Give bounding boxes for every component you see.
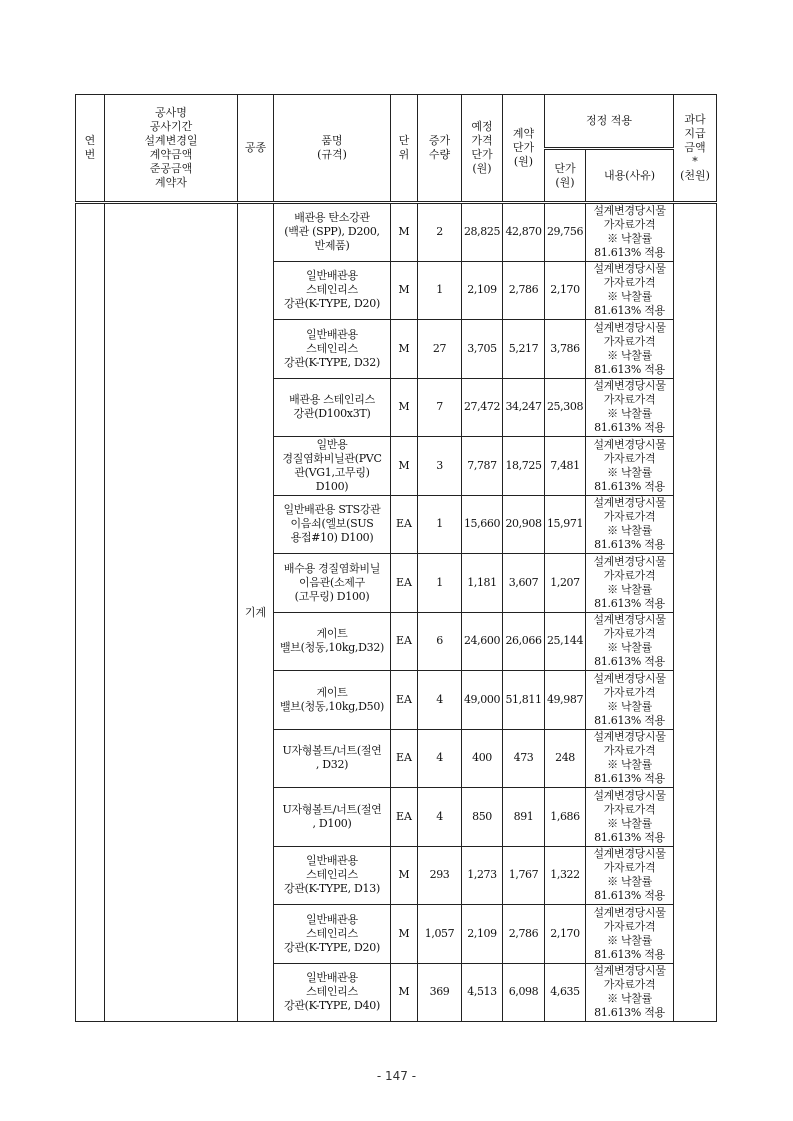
cell-qty: 1 bbox=[418, 495, 462, 554]
cell-est: 27,472 bbox=[462, 378, 503, 437]
cell-item: 일반배관용 스테인리스 강관(K-TYPE, D20) bbox=[274, 261, 391, 320]
cell-project bbox=[105, 203, 238, 1022]
header-contract-price: 계약 단가 (원) bbox=[503, 95, 545, 203]
cell-unit: EA bbox=[391, 495, 418, 554]
cell-est: 15,660 bbox=[462, 495, 503, 554]
cell-est: 850 bbox=[462, 788, 503, 847]
cell-adj: 2,170 bbox=[545, 905, 586, 964]
cell-reason: 설계변경당시물 가자료가격 ※ 낙찰률 81.613% 적용 bbox=[586, 495, 674, 554]
cell-est: 49,000 bbox=[462, 671, 503, 730]
cell-item: 일반용 경질염화비닐관(PVC 관(VG1,고무링) D100) bbox=[274, 437, 391, 496]
cell-qty: 3 bbox=[418, 437, 462, 496]
cell-unit: M bbox=[391, 963, 418, 1022]
cell-reason: 설계변경당시물 가자료가격 ※ 낙찰률 81.613% 적용 bbox=[586, 905, 674, 964]
cell-unit: EA bbox=[391, 729, 418, 788]
cell-est: 4,513 bbox=[462, 963, 503, 1022]
header-adjustment: 정정 적용 bbox=[545, 95, 674, 149]
cell-item: 배수용 경질염화비닐 이음관(소제구 (고무링) D100) bbox=[274, 554, 391, 613]
cell-qty: 4 bbox=[418, 671, 462, 730]
cell-item: U자형볼트/너트(절연 , D100) bbox=[274, 788, 391, 847]
cell-adj: 29,756 bbox=[545, 203, 586, 262]
cell-reason: 설계변경당시물 가자료가격 ※ 낙찰률 81.613% 적용 bbox=[586, 729, 674, 788]
cell-reason: 설계변경당시물 가자료가격 ※ 낙찰률 81.613% 적용 bbox=[586, 437, 674, 496]
cell-est: 2,109 bbox=[462, 261, 503, 320]
cell-est: 24,600 bbox=[462, 612, 503, 671]
cell-adj: 3,786 bbox=[545, 320, 586, 379]
cell-unit: M bbox=[391, 905, 418, 964]
cell-adj: 49,987 bbox=[545, 671, 586, 730]
cell-excess bbox=[674, 203, 717, 1022]
cell-contract: 26,066 bbox=[503, 612, 545, 671]
price-correction-table bbox=[75, 94, 717, 1022]
cell-qty: 1 bbox=[418, 261, 462, 320]
cell-contract: 2,786 bbox=[503, 261, 545, 320]
header-adjusted-price: 단가 (원) bbox=[545, 149, 586, 203]
cell-reason: 설계변경당시물 가자료가격 ※ 낙찰률 81.613% 적용 bbox=[586, 261, 674, 320]
cell-no bbox=[76, 203, 105, 1022]
cell-est: 28,825 bbox=[462, 203, 503, 262]
header-item: 품명 (규격) bbox=[274, 95, 391, 203]
table-body bbox=[76, 203, 717, 1022]
cell-adj: 25,308 bbox=[545, 378, 586, 437]
header-no: 연 번 bbox=[76, 95, 105, 203]
cell-item: 일반배관용 스테인리스 강관(K-TYPE, D32) bbox=[274, 320, 391, 379]
header-qty: 증가 수량 bbox=[418, 95, 462, 203]
cell-adj: 15,971 bbox=[545, 495, 586, 554]
cell-reason: 설계변경당시물 가자료가격 ※ 낙찰률 81.613% 적용 bbox=[586, 788, 674, 847]
cell-qty: 4 bbox=[418, 788, 462, 847]
header-trade: 공종 bbox=[238, 95, 274, 203]
cell-qty: 2 bbox=[418, 203, 462, 262]
cell-reason: 설계변경당시물 가자료가격 ※ 낙찰률 81.613% 적용 bbox=[586, 612, 674, 671]
cell-contract: 2,786 bbox=[503, 905, 545, 964]
header-adjusted-reason: 내용(사유) bbox=[586, 149, 674, 203]
cell-unit: M bbox=[391, 261, 418, 320]
cell-item: 일반배관용 스테인리스 강관(K-TYPE, D13) bbox=[274, 846, 391, 905]
cell-adj: 4,635 bbox=[545, 963, 586, 1022]
cell-est: 2,109 bbox=[462, 905, 503, 964]
cell-est: 1,181 bbox=[462, 554, 503, 613]
cell-qty: 27 bbox=[418, 320, 462, 379]
cell-item: 일반배관용 스테인리스 강관(K-TYPE, D40) bbox=[274, 963, 391, 1022]
cell-unit: EA bbox=[391, 554, 418, 613]
cell-unit: M bbox=[391, 320, 418, 379]
cell-unit: M bbox=[391, 378, 418, 437]
cell-item: 배관용 탄소강관 (백관 (SPP), D200, 반제품) bbox=[274, 203, 391, 262]
cell-adj: 1,322 bbox=[545, 846, 586, 905]
cell-item: 게이트 밸브(청동,10kg,D50) bbox=[274, 671, 391, 730]
cell-contract: 18,725 bbox=[503, 437, 545, 496]
cell-adj: 1,207 bbox=[545, 554, 586, 613]
cell-qty: 293 bbox=[418, 846, 462, 905]
cell-contract: 1,767 bbox=[503, 846, 545, 905]
cell-qty: 1,057 bbox=[418, 905, 462, 964]
cell-qty: 369 bbox=[418, 963, 462, 1022]
header-estimated-price: 예정 가격 단가 (원) bbox=[462, 95, 503, 203]
cell-adj: 2,170 bbox=[545, 261, 586, 320]
cell-item: 게이트 밸브(청동,10kg,D32) bbox=[274, 612, 391, 671]
cell-contract: 891 bbox=[503, 788, 545, 847]
cell-adj: 25,144 bbox=[545, 612, 586, 671]
cell-est: 7,787 bbox=[462, 437, 503, 496]
cell-unit: M bbox=[391, 437, 418, 496]
cell-reason: 설계변경당시물 가자료가격 ※ 낙찰률 81.613% 적용 bbox=[586, 378, 674, 437]
cell-contract: 3,607 bbox=[503, 554, 545, 613]
cell-qty: 4 bbox=[418, 729, 462, 788]
cell-contract: 42,870 bbox=[503, 203, 545, 262]
cell-trade: 기계 bbox=[238, 203, 274, 1022]
cell-item: 배관용 스테인리스 강관(D100x3T) bbox=[274, 378, 391, 437]
header-project: 공사명 공사기간 설계변경일 계약금액 준공금액 계약자 bbox=[105, 95, 238, 203]
cell-unit: EA bbox=[391, 612, 418, 671]
cell-reason: 설계변경당시물 가자료가격 ※ 낙찰률 81.613% 적용 bbox=[586, 671, 674, 730]
cell-reason: 설계변경당시물 가자료가격 ※ 낙찰률 81.613% 적용 bbox=[586, 320, 674, 379]
cell-est: 400 bbox=[462, 729, 503, 788]
cell-item: U자형볼트/너트(절연 , D32) bbox=[274, 729, 391, 788]
cell-contract: 473 bbox=[503, 729, 545, 788]
cell-reason: 설계변경당시물 가자료가격 ※ 낙찰률 81.613% 적용 bbox=[586, 846, 674, 905]
cell-qty: 1 bbox=[418, 554, 462, 613]
cell-contract: 6,098 bbox=[503, 963, 545, 1022]
cell-contract: 20,908 bbox=[503, 495, 545, 554]
cell-adj: 1,686 bbox=[545, 788, 586, 847]
cell-item: 일반배관용 STS강관 이음쇠(엘보(SUS 용접#10) D100) bbox=[274, 495, 391, 554]
cell-reason: 설계변경당시물 가자료가격 ※ 낙찰률 81.613% 적용 bbox=[586, 554, 674, 613]
cell-adj: 7,481 bbox=[545, 437, 586, 496]
cell-qty: 6 bbox=[418, 612, 462, 671]
cell-unit: M bbox=[391, 846, 418, 905]
header-unit: 단 위 bbox=[391, 95, 418, 203]
cell-est: 3,705 bbox=[462, 320, 503, 379]
cell-contract: 5,217 bbox=[503, 320, 545, 379]
cell-contract: 51,811 bbox=[503, 671, 545, 730]
page-number: - 147 - bbox=[376, 1069, 417, 1083]
cell-unit: EA bbox=[391, 788, 418, 847]
cell-qty: 7 bbox=[418, 378, 462, 437]
cell-contract: 34,247 bbox=[503, 378, 545, 437]
cell-est: 1,273 bbox=[462, 846, 503, 905]
cell-unit: M bbox=[391, 203, 418, 262]
header-excess-amount: 과다 지급 금액 * (천원) bbox=[674, 95, 717, 203]
cell-adj: 248 bbox=[545, 729, 586, 788]
cell-reason: 설계변경당시물 가자료가격 ※ 낙찰률 81.613% 적용 bbox=[586, 963, 674, 1022]
cell-unit: EA bbox=[391, 671, 418, 730]
cell-item: 일반배관용 스테인리스 강관(K-TYPE, D20) bbox=[274, 905, 391, 964]
cell-reason: 설계변경당시물 가자료가격 ※ 낙찰률 81.613% 적용 bbox=[586, 203, 674, 262]
